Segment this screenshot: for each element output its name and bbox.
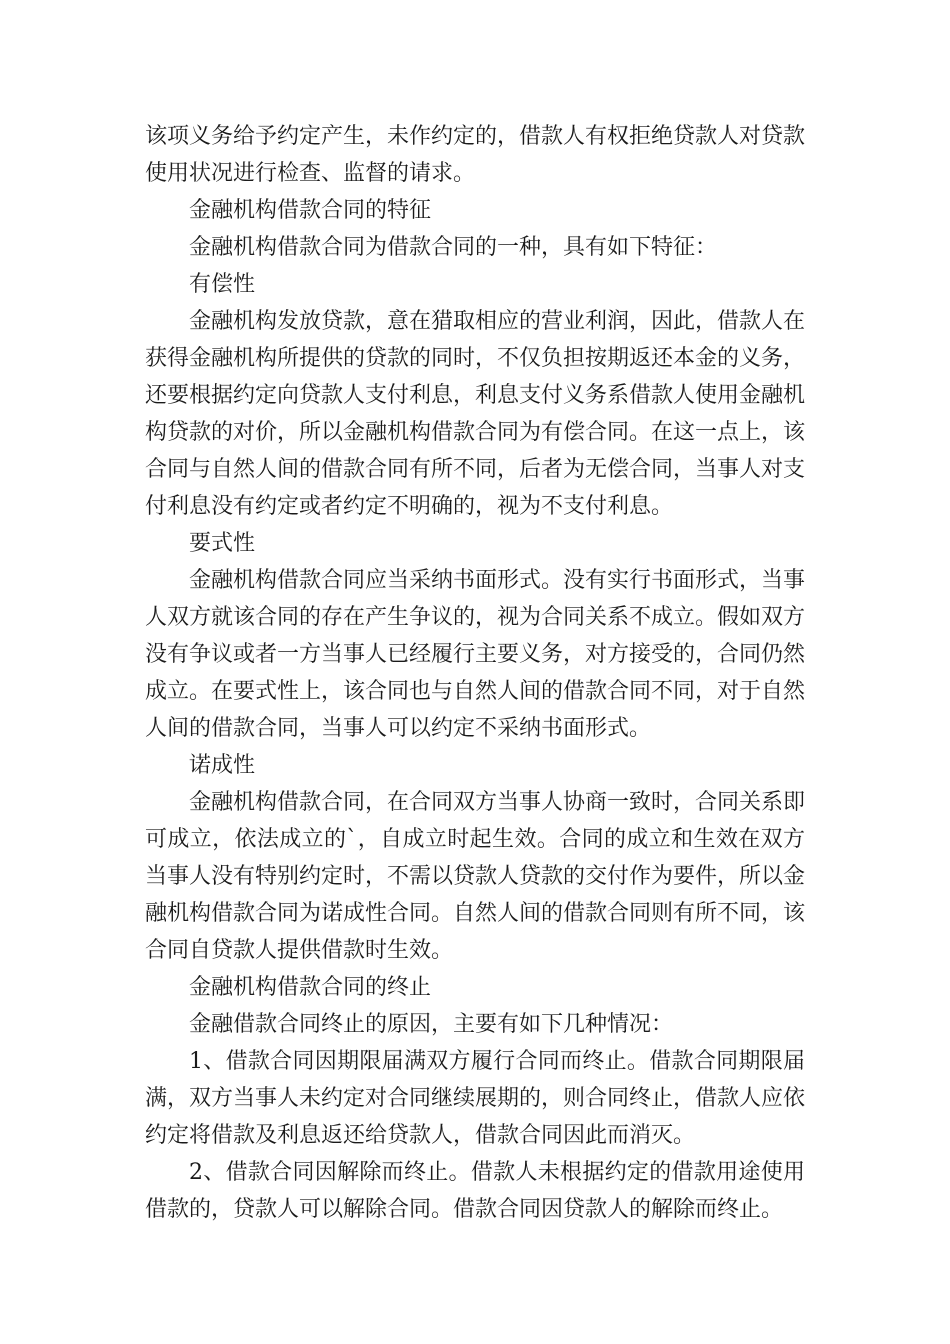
paragraph-termination-intro: 金融借款合同终止的原因，主要有如下几种情况：	[189, 1012, 674, 1037]
heading-consensual: 诺成性	[189, 753, 256, 778]
list-item-termination-2: 2、借款合同因解除而终止。借款人未根据约定的借款用途使用借款的，贷款人可以解除合同。借款合同因贷款人的解除而终止。	[145, 1160, 805, 1222]
paragraph-intro-continuation: 该项义务给予约定产生，未作约定的，借款人有权拒绝贷款人对贷款使用状况进行检查、监督的请求。	[145, 124, 806, 186]
heading-onerous: 有偿性	[189, 272, 256, 297]
paragraph-features-intro: 金融机构借款合同为借款合同的一种，具有如下特征：	[189, 235, 718, 260]
paragraph-consensual: 金融机构借款合同，在合同双方当事人协商一致时，合同关系即可成立，依法成立的`，自成立时起生效。合同的成立和生效在双方当事人没有特别约定时，不需以贷款人贷款的交付作为要件，所以金融机构借款合同为诺成性合同。自然人间的借款合同则有所不同，该合同自贷款人提供借款时生效。	[145, 790, 806, 963]
heading-formal: 要式性	[189, 531, 256, 556]
heading-termination: 金融机构借款合同的终止	[189, 975, 432, 1000]
paragraph-formal: 金融机构借款合同应当采纳书面形式。没有实行书面形式，当事人双方就该合同的存在产生争议的，视为合同关系不成立。假如双方没有争议或者一方当事人已经履行主要义务，对方接受的，合同仍然成立。在要式性上，该合同也与自然人间的借款合同不同，对于自然人间的借款合同，当事人可以约定不采纳书面形式。	[145, 568, 806, 741]
paragraph-onerous: 金融机构发放贷款，意在猎取相应的营业利润，因此，借款人在获得金融机构所提供的贷款的同时，不仅负担按期返还本金的义务，还要根据约定向贷款人支付利息，利息支付义务系借款人使用金融机构贷款的对价，所以金融机构借款合同为有偿合同。在这一点上，该合同与自然人间的借款合同有所不同，后者为无偿合同，当事人对支付利息没有约定或者约定不明确的，视为不支付利息。	[145, 309, 806, 519]
list-item-termination-1: 1、借款合同因期限届满双方履行合同而终止。借款合同期限届满，双方当事人未约定对合同继续展期的，则合同终止，借款人应依约定将借款及利息返还给贷款人，借款合同因此而消灭。	[145, 1049, 806, 1148]
heading-features: 金融机构借款合同的特征	[189, 198, 432, 223]
document-page	[145, 118, 805, 1228]
